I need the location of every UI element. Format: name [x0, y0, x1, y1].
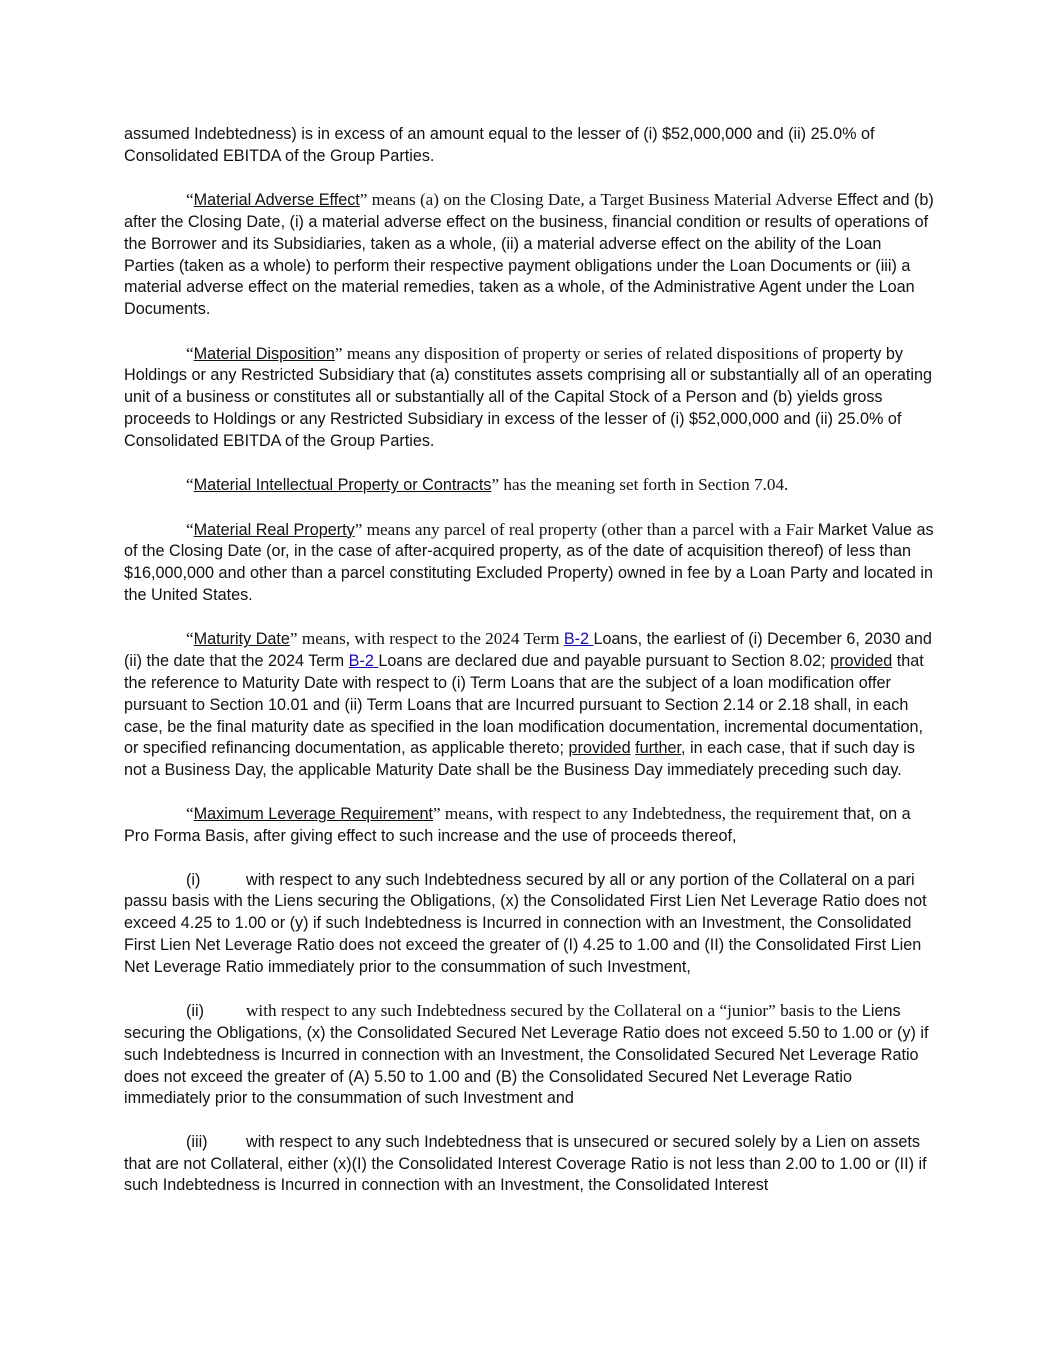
- paragraph-continuation: assumed Indebtedness) is in excess of an amount equal to the lesser of (i) $52,000,000 and (ii) 25.0% of Consolidated EBITDA of the Group Parties.: [124, 125, 875, 165]
- clause-number: (ii): [186, 1002, 204, 1021]
- document-page: [124, 124, 934, 1219]
- further-term: further: [635, 739, 682, 758]
- defined-term: Material Adverse Effect: [193, 191, 360, 210]
- b2-link[interactable]: B-2: [563, 630, 594, 649]
- definition-maturity-date: “Maturity Date” means, with respect to the 2024 Term B-2 Loans, the earliest of (i) December 6, 2030 and (ii) the date that the 2024 Term B-2 Loans are declared due and payable pursuant to Section 8.02; provided that the reference to Maturity Date with respect to (i) Term Loans that are the subject of a loan modification offer pursuant to Section 10.01 and (ii) Term Loans that are Incurred pursuant to Section 2.14 or 2.18 shall, in each case, be the final maturity date as specified in the loan modification documentation, incremental documentation, or specified refinancing documentation, as applicable thereto; provided further, in each case, that if such day is not a Business Day, the applicable Maturity Date shall be the Business Day immediately preceding such day.: [124, 629, 932, 780]
- clause-ii: (ii) with respect to any such Indebtedness secured by the Collateral on a “junior” basis to the Liens securing the Obligations, (x) the Consolidated Secured Net Leverage Ratio does not exceed 5.50 to 1.00 or (y) if such Indebtedness is Incurred in connection with an Investment, the Consolidated Secured Net Leverage Ratio does not exceed the greater of (A) 5.50 to 1.00 and (B) the Consolidated Secured Net Leverage Ratio immediately prior to the consummation of such Investment and: [124, 1001, 929, 1108]
- definition-maximum-leverage-requirement: “Maximum Leverage Requirement” means, with respect to any Indebtedness, the requirement that, on a Pro Forma Basis, after giving effect to such increase and the use of proceeds thereof,: [124, 804, 911, 846]
- defined-term: Material Disposition: [193, 344, 335, 363]
- clause-number: (i): [186, 870, 201, 889]
- clause-i: (i) with respect to any such Indebtedness secured by all or any portion of the Collateral on a pari passu basis with the Liens securing the Obligations, (x) the Consolidated First Lien Net Leverage Ratio does not exceed 4.25 to 1.00 or (y) if such Indebtedness is Incurred in connection with an Investment, the Consolidated First Lien Net Leverage Ratio does not exceed the greater of (I) 4.25 to 1.00 and (II) the Consolidated First Lien Net Leverage Ratio immediately prior to the consummation of such Investment,: [124, 870, 927, 976]
- b2-link[interactable]: B-2: [348, 652, 379, 671]
- definition-material-real-property: “Material Real Property” means any parcel of real property (other than a parcel with a Fair Market Value as of the Closing Date (or, in the case of after-acquired property, as of the date of acquisition thereof) of less than $16,000,000 and other than a parcel constituting Excluded Property) owned in fee by a Loan Party and located in the United States.: [124, 519, 934, 604]
- definition-material-ip-contracts: “Material Intellectual Property or Contracts” has the meaning set forth in Section 7.04.: [186, 475, 789, 495]
- definition-material-adverse-effect: “Material Adverse Effect” means (a) on the Closing Date, a Target Business Material Adverse Effect and (b) after the Closing Date, (i) a material adverse effect on the business, financial condition or results of operations of the Borrower and its Subsidiaries, taken as a whole, (ii) a material adverse effect on the ability of the Loan Parties (taken as a whole) to perform their respective payment obligations under the Loan Documents or (iii) a material adverse effect on the material remedies, taken as a whole, of the Administrative Agent under the Loan Documents.: [124, 190, 934, 319]
- clause-number: (iii): [186, 1132, 208, 1151]
- defined-term: Maximum Leverage Requirement: [193, 805, 433, 824]
- definition-material-disposition: “Material Disposition” means any disposition of property or series of related dispositions of property by Holdings or any Restricted Subsidiary that (a) constitutes assets comprising all or substantially all of an operating unit of a business or constitutes all or substantially all of the Capital Stock of a Person and (b) yields gross proceeds to Holdings or any Restricted Subsidiary in excess of the lesser of (i) $52,000,000 and (ii) 25.0% of Consolidated EBITDA of the Group Parties.: [124, 343, 932, 450]
- provided-term: provided: [568, 739, 631, 758]
- clause-iii: (iii) with respect to any such Indebtedness that is unsecured or secured solely by a Lien on assets that are not Collateral, either (x)(I) the Consolidated Interest Coverage Ratio is not less than 2.00 to 1.00 or (II) if such Indebtedness is Incurred in connection with an Investment, the Consolidated Interest: [124, 1132, 927, 1195]
- defined-term: Material Real Property: [193, 520, 355, 539]
- defined-term: Material Intellectual Property or Contracts: [193, 476, 492, 495]
- defined-term: Maturity Date: [193, 630, 290, 649]
- provided-term: provided: [830, 652, 893, 671]
